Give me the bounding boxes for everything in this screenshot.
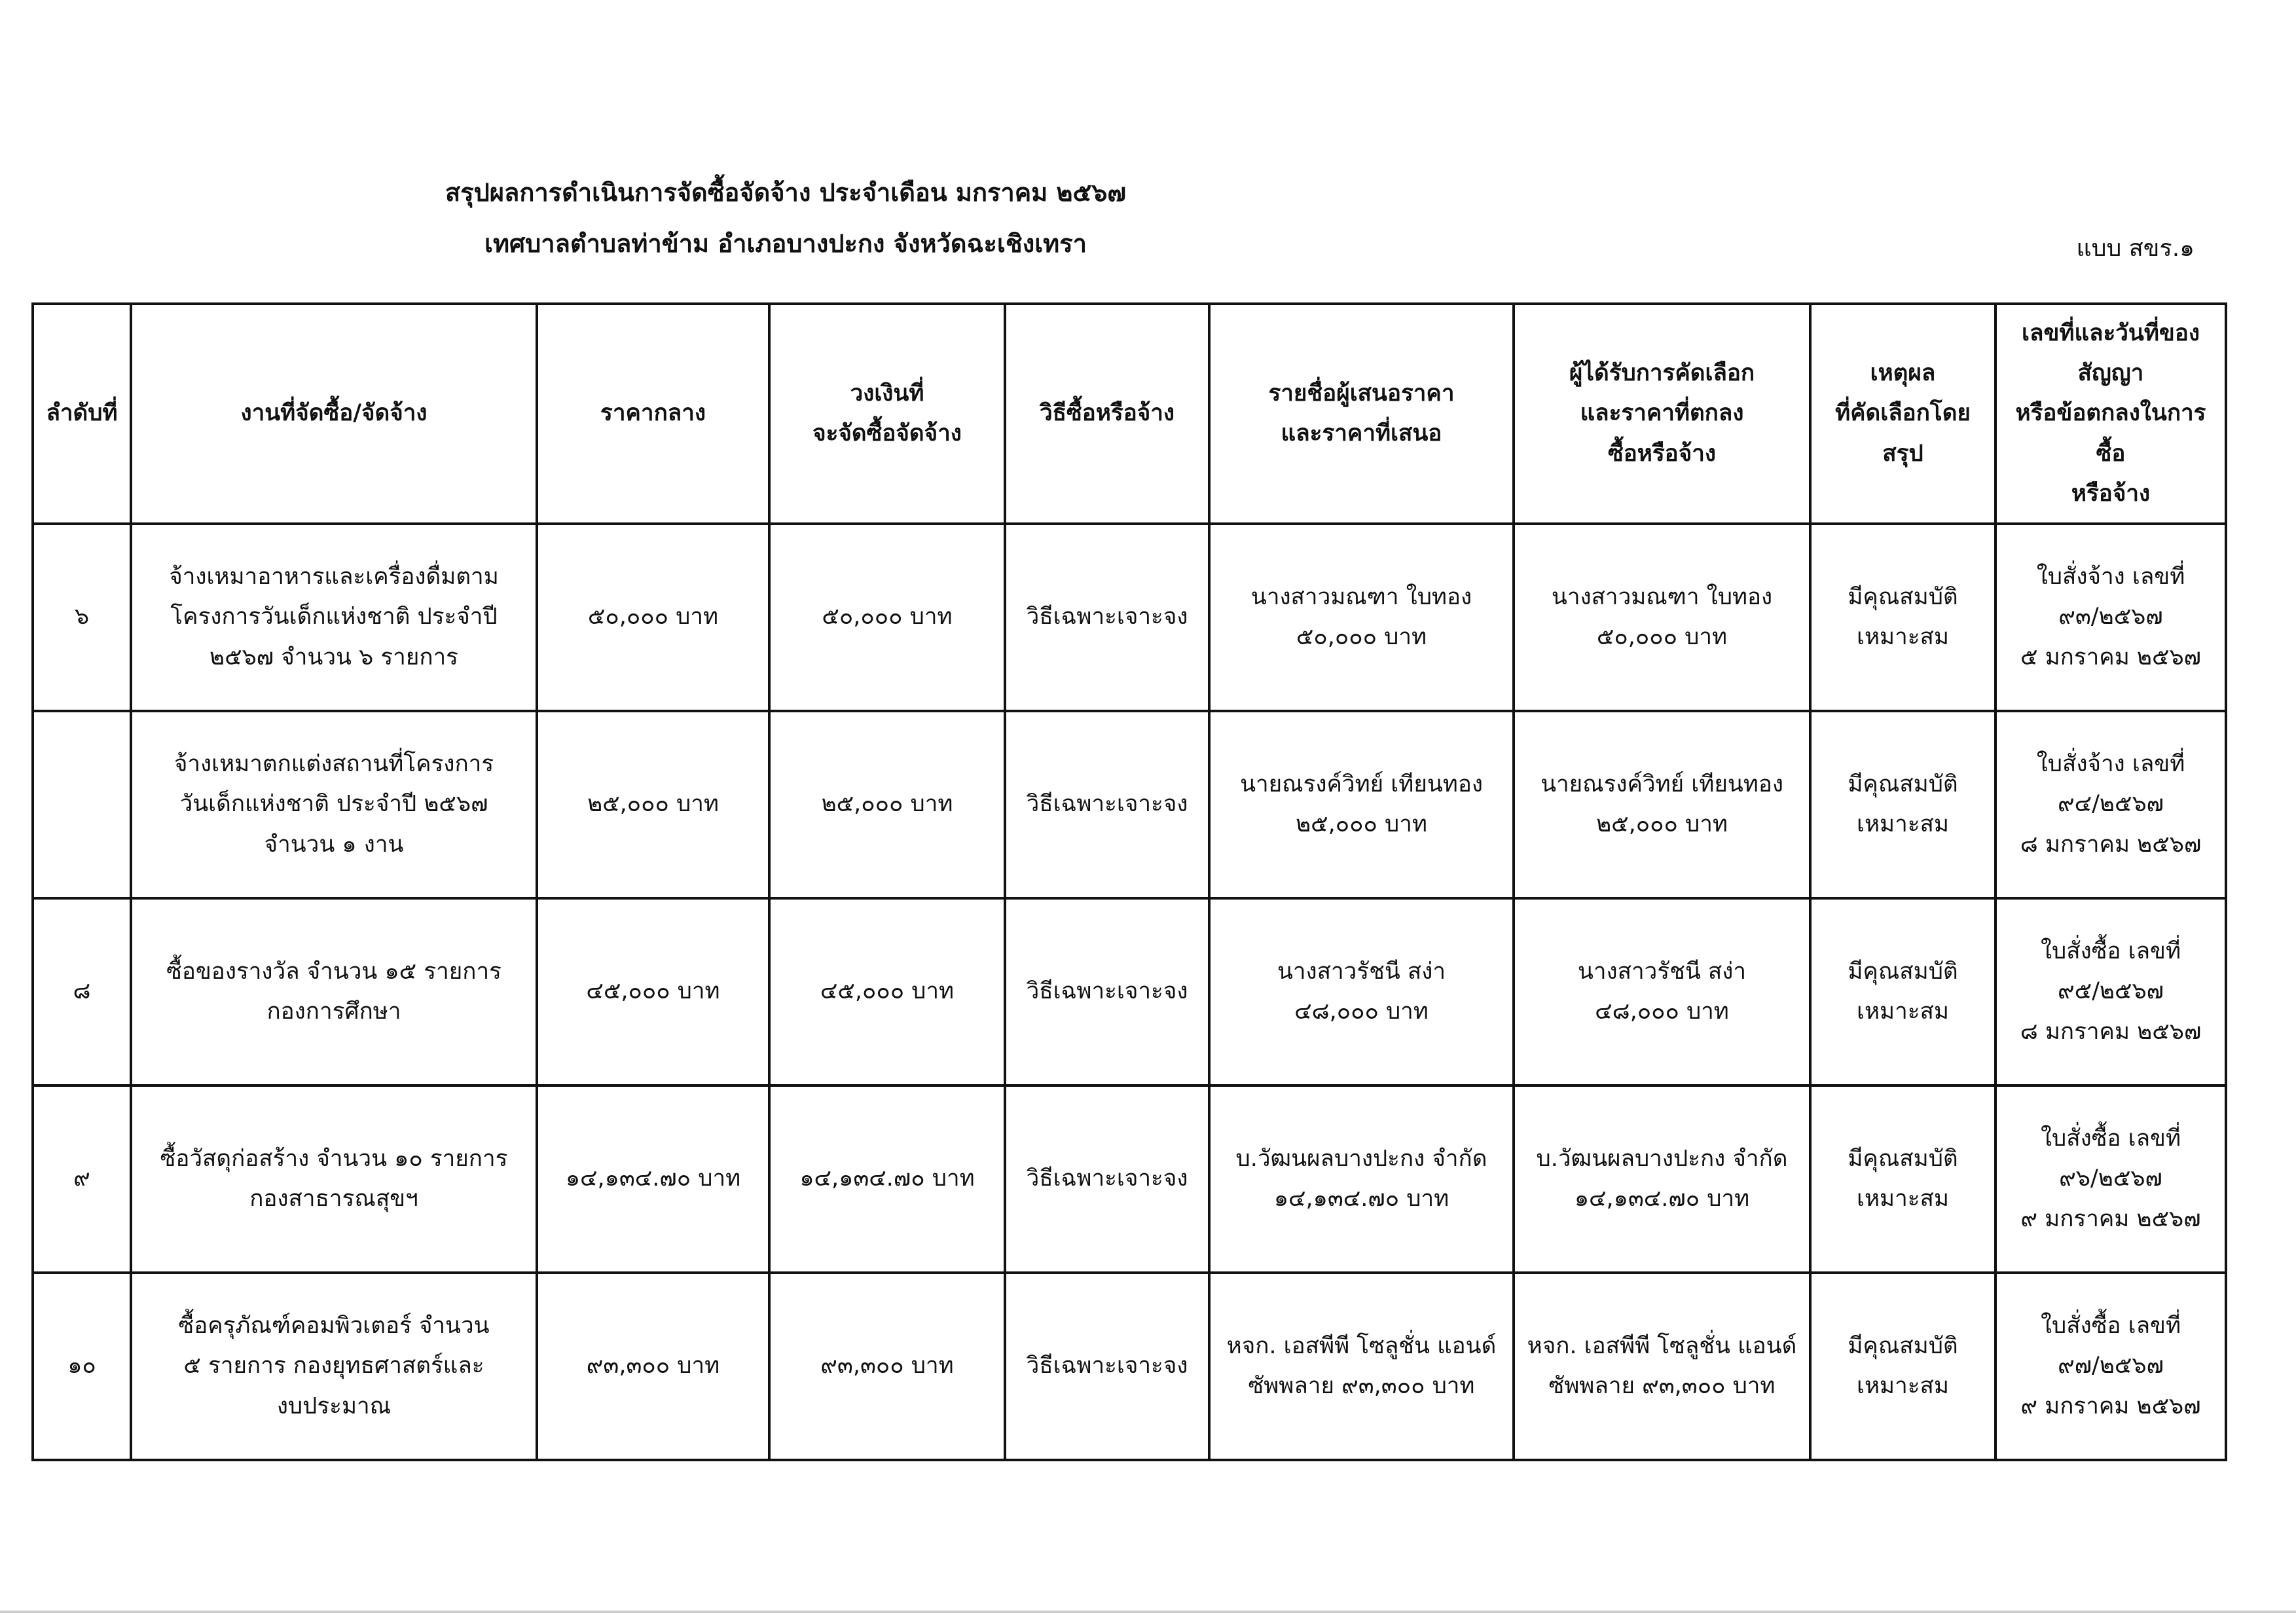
cell-no: ๙ — [33, 1085, 131, 1273]
cell-median-price: ๔๕,๐๐๐ บาท — [537, 898, 769, 1085]
form-code: แบบ สขร.๑ — [2076, 235, 2195, 262]
cell-contract: ใบสั่งจ้าง เลขที่ ๙๓/๒๕๖๗ ๕ มกราคม ๒๕๖๗ — [1995, 524, 2226, 711]
cell-reason: มีคุณสมบัติ เหมาะสม — [1810, 1273, 1995, 1460]
col-header-bidders: รายชื่อผู้เสนอราคา และราคาที่เสนอ — [1209, 304, 1514, 524]
cell-budget: ๒๕,๐๐๐ บาท — [769, 711, 1005, 898]
scan-edge-divider — [0, 1611, 2296, 1613]
cell-contract: ใบสั่งซื้อ เลขที่ ๙๖/๒๕๖๗ ๙ มกราคม ๒๕๖๗ — [1995, 1085, 2226, 1273]
cell-contract: ใบสั่งจ้าง เลขที่ ๙๔/๒๕๖๗ ๘ มกราคม ๒๕๖๗ — [1995, 711, 2226, 898]
cell-item: จ้างเหมาอาหารและเครื่องดื่มตาม โครงการวันเด็กแห่งชาติ ประจำปี ๒๕๖๗ จำนวน ๖ รายการ — [131, 524, 537, 711]
table-row — [33, 898, 2226, 1085]
cell-method: วิธีเฉพาะเจาะจง — [1005, 1085, 1209, 1273]
cell-selected: บ.วัฒนผลบางปะกง จำกัด ๑๔,๑๓๔.๗๐ บาท — [1514, 1085, 1810, 1273]
table-header-row — [33, 304, 2226, 524]
col-header-item: งานที่จัดซื้อ/จัดจ้าง — [131, 304, 537, 524]
table-row — [33, 711, 2226, 898]
col-header-method: วิธีซื้อหรือจ้าง — [1005, 304, 1209, 524]
cell-item: ซื้อของรางวัล จำนวน ๑๕ รายการ กองการศึกษา — [131, 898, 537, 1085]
cell-budget: ๙๓,๓๐๐ บาท — [769, 1273, 1005, 1460]
cell-reason: มีคุณสมบัติ เหมาะสม — [1810, 1085, 1995, 1273]
cell-reason: มีคุณสมบัติ เหมาะสม — [1810, 524, 1995, 711]
cell-bidders: นางสาวรัชนี สง่า ๔๘,๐๐๐ บาท — [1209, 898, 1514, 1085]
cell-method: วิธีเฉพาะเจาะจง — [1005, 898, 1209, 1085]
cell-median-price: ๙๓,๓๐๐ บาท — [537, 1273, 769, 1460]
col-header-median-price: ราคากลาง — [537, 304, 769, 524]
procurement-table — [31, 302, 2227, 1461]
cell-reason: มีคุณสมบัติ เหมาะสม — [1810, 711, 1995, 898]
cell-selected: นางสาวมณฑา ใบทอง ๕๐,๐๐๐ บาท — [1514, 524, 1810, 711]
cell-item: ซื้อวัสดุก่อสร้าง จำนวน ๑๐ รายการ กองสาธารณสุขฯ — [131, 1085, 537, 1273]
cell-no: ๑๐ — [33, 1273, 131, 1460]
col-header-no: ลำดับที่ — [33, 304, 131, 524]
cell-selected: หจก. เอสพีพี โซลูชั่น แอนด์ ซัพพลาย ๙๓,๓๐๐ บาท — [1514, 1273, 1810, 1460]
cell-contract: ใบสั่งซื้อ เลขที่ ๙๕/๒๕๖๗ ๘ มกราคม ๒๕๖๗ — [1995, 898, 2226, 1085]
cell-budget: ๕๐,๐๐๐ บาท — [769, 524, 1005, 711]
cell-no: ๘ — [33, 898, 131, 1085]
table-row — [33, 524, 2226, 711]
cell-no — [33, 711, 131, 898]
cell-item: จ้างเหมาตกแต่งสถานที่โครงการ วันเด็กแห่งชาติ ประจำปี ๒๕๖๗ จำนวน ๑ งาน — [131, 711, 537, 898]
cell-bidders: นางสาวมณฑา ใบทอง ๕๐,๐๐๐ บาท — [1209, 524, 1514, 711]
cell-budget: ๑๔,๑๓๔.๗๐ บาท — [769, 1085, 1005, 1273]
cell-reason: มีคุณสมบัติ เหมาะสม — [1810, 898, 1995, 1085]
cell-no: ๖ — [33, 524, 131, 711]
cell-median-price: ๒๕,๐๐๐ บาท — [537, 711, 769, 898]
col-header-reason: เหตุผล ที่คัดเลือกโดย สรุป — [1810, 304, 1995, 524]
cell-contract: ใบสั่งซื้อ เลขที่ ๙๗/๒๕๖๗ ๙ มกราคม ๒๕๖๗ — [1995, 1273, 2226, 1460]
cell-bidders: บ.วัฒนผลบางปะกง จำกัด ๑๔,๑๓๔.๗๐ บาท — [1209, 1085, 1514, 1273]
col-header-selected: ผู้ได้รับการคัดเลือก และราคาที่ตกลง ซื้อหรือจ้าง — [1514, 304, 1810, 524]
organization-title: เทศบาลตำบลท่าข้าม อำเภอบางปะกง จังหวัดฉะเชิงเทรา — [484, 229, 1087, 258]
cell-median-price: ๕๐,๐๐๐ บาท — [537, 524, 769, 711]
document-title: สรุปผลการดำเนินการจัดซื้อจัดจ้าง ประจำเดือน มกราคม ๒๕๖๗ — [445, 178, 1126, 207]
col-header-contract: เลขที่และวันที่ของ สัญญา หรือข้อตกลงในการซื้อ หรือจ้าง — [1995, 304, 2226, 524]
table-row — [33, 1273, 2226, 1460]
cell-method: วิธีเฉพาะเจาะจง — [1005, 524, 1209, 711]
cell-method: วิธีเฉพาะเจาะจง — [1005, 711, 1209, 898]
cell-item: ซื้อครุภัณฑ์คอมพิวเตอร์ จำนวน ๕ รายการ กองยุทธศาสตร์และ งบประมาณ — [131, 1273, 537, 1460]
cell-bidders: หจก. เอสพีพี โซลูชั่น แอนด์ ซัพพลาย ๙๓,๓๐๐ บาท — [1209, 1273, 1514, 1460]
cell-budget: ๔๕,๐๐๐ บาท — [769, 898, 1005, 1085]
table-row — [33, 1085, 2226, 1273]
cell-method: วิธีเฉพาะเจาะจง — [1005, 1273, 1209, 1460]
cell-selected: นางสาวรัชนี สง่า ๔๘,๐๐๐ บาท — [1514, 898, 1810, 1085]
cell-median-price: ๑๔,๑๓๔.๗๐ บาท — [537, 1085, 769, 1273]
cell-bidders: นายณรงค์วิทย์ เทียนทอง ๒๕,๐๐๐ บาท — [1209, 711, 1514, 898]
col-header-budget: วงเงินที่ จะจัดซื้อจัดจ้าง — [769, 304, 1005, 524]
cell-selected: นายณรงค์วิทย์ เทียนทอง ๒๕,๐๐๐ บาท — [1514, 711, 1810, 898]
